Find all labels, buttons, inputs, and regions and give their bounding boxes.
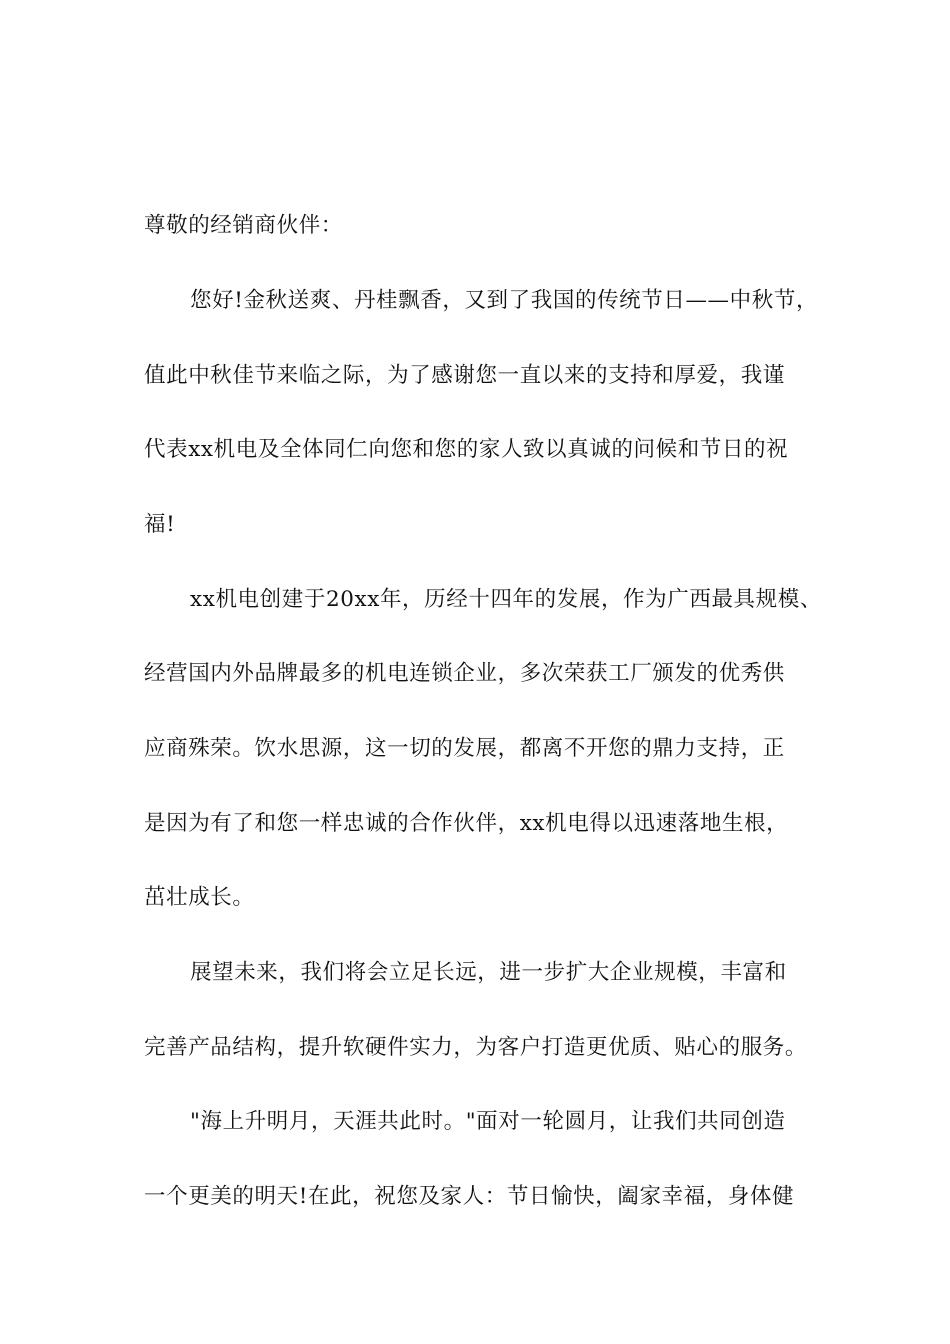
paragraph-line: 是因为有了和您一样忠诚的合作伙伴，xx机电得以迅速落地生根，: [144, 811, 789, 836]
paragraph-line: 代表xx机电及全体同仁向您和您的家人致以真诚的问候和节日的祝: [144, 437, 789, 462]
paragraph-line: 展望未来，我们将会立足长远，进一步扩大企业规模，丰富和: [190, 960, 787, 985]
paragraph-line: 完善产品结构，提升软硬件实力，为客户打造更优质、贴心的服务。: [144, 1035, 808, 1060]
paragraph-line: xx机电创建于20xx年，历经十四年的发展，作为广西最具规模、: [190, 587, 822, 612]
paragraph-line: "海上升明月，天涯共此时。"面对一轮圆月，让我们共同创造: [190, 1109, 786, 1134]
paragraph-line: 经营国内外品牌最多的机电连锁企业，多次荣获工厂颁发的优秀供: [144, 661, 785, 686]
paragraph-line: 您好!金秋送爽、丹桂飘香，又到了我国的传统节日——中秋节，: [190, 288, 819, 313]
paragraph-line: 福!: [144, 512, 176, 537]
paragraph-line: 值此中秋佳节来临之际，为了感谢您一直以来的支持和厚爱，我谨: [144, 363, 785, 388]
paragraph-line: 茁壮成长。: [144, 885, 255, 910]
paragraph-line: 应商殊荣。饮水思源，这一切的发展，都离不开您的鼎力支持，正: [144, 736, 785, 761]
salutation: 尊敬的经销商伙伴：: [144, 213, 343, 238]
paragraph-line: 一个更美的明天!在此，祝您及家人：节日愉快，阖家幸福，身体健: [144, 1184, 795, 1209]
